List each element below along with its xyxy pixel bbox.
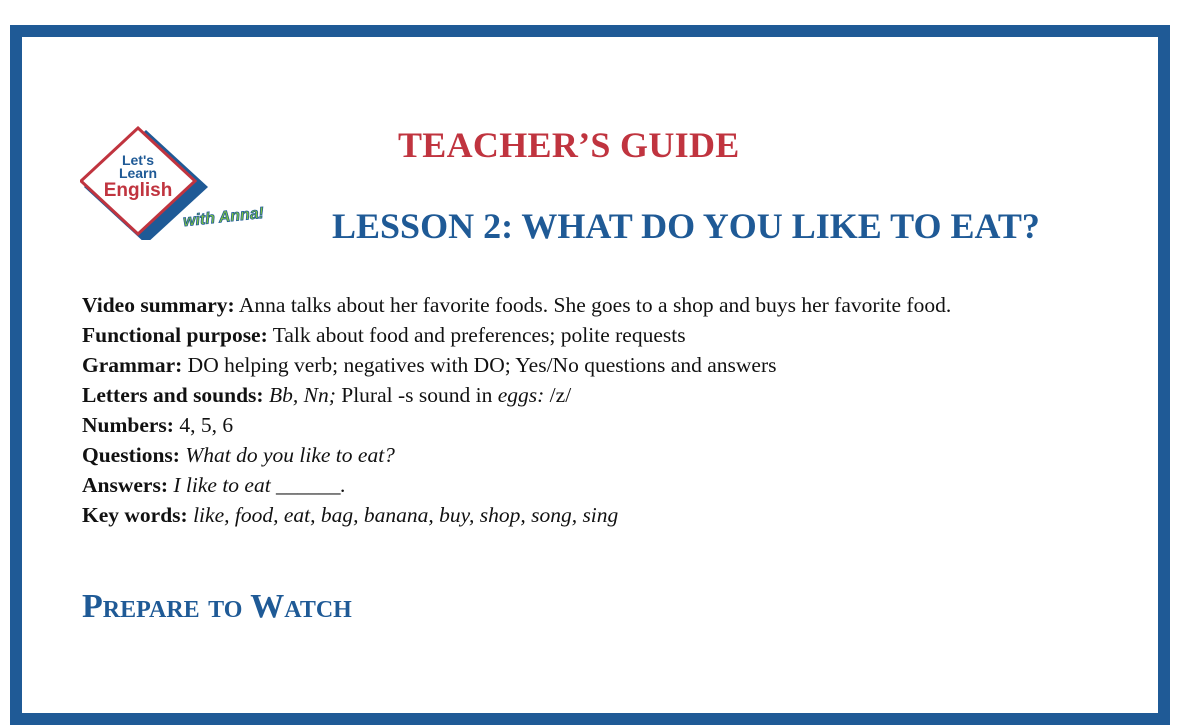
letters-sounds-label: Letters and sounds: (82, 383, 264, 407)
key-words-label: Key words: (82, 503, 188, 527)
functional-purpose-line (82, 320, 951, 350)
teachers-guide-title: TEACHER’S GUIDE (398, 125, 740, 165)
questions-label: Questions: (82, 443, 180, 467)
letters-sounds-example: eggs: (497, 383, 545, 407)
lesson-info (82, 290, 951, 530)
key-words-text: like, food, eat, bag, banana, buy, shop, song, sing (187, 503, 619, 527)
questions-text: What do you like to eat? (179, 443, 395, 467)
video-summary-label: Video summary: (82, 293, 235, 317)
letters-sounds-letters: Bb, Nn; (263, 383, 336, 407)
logo-line2: Learn (118, 165, 158, 181)
grammar-label: Grammar: (82, 353, 183, 377)
letters-sounds-text1: Plural -s sound in (335, 383, 498, 407)
answers-label: Answers: (82, 473, 168, 497)
questions-line (82, 440, 951, 470)
video-summary-text: Anna talks about her favorite foods. She goes to a shop and buys her favorite food. (234, 293, 952, 317)
lesson-title: LESSON 2: WHAT DO YOU LIKE TO EAT? (332, 206, 1040, 246)
logo-tagline: with Anna! (182, 204, 265, 231)
letters-sounds-text2: /z/ (544, 383, 572, 407)
letters-sounds-line (82, 380, 951, 410)
grammar-line (82, 350, 951, 380)
logo-line3: English (103, 180, 173, 201)
numbers-line (82, 410, 951, 440)
prepare-to-watch-heading: Prepare to Watch (82, 588, 352, 625)
grammar-text: DO helping verb; negatives with DO; Yes/No questions and answers (182, 353, 777, 377)
answers-text: I like to eat ______. (168, 473, 346, 497)
numbers-label: Numbers: (82, 413, 174, 437)
answers-line (82, 470, 951, 500)
functional-purpose-label: Functional purpose: (82, 323, 268, 347)
numbers-text: 4, 5, 6 (173, 413, 234, 437)
logo-graphic (80, 125, 280, 240)
key-words-line (82, 500, 951, 530)
functional-purpose-text: Talk about food and preferences; polite requests (267, 323, 686, 347)
video-summary-line (82, 290, 951, 320)
lets-learn-english-logo (80, 125, 280, 240)
logo-line1: Let's (121, 152, 155, 168)
